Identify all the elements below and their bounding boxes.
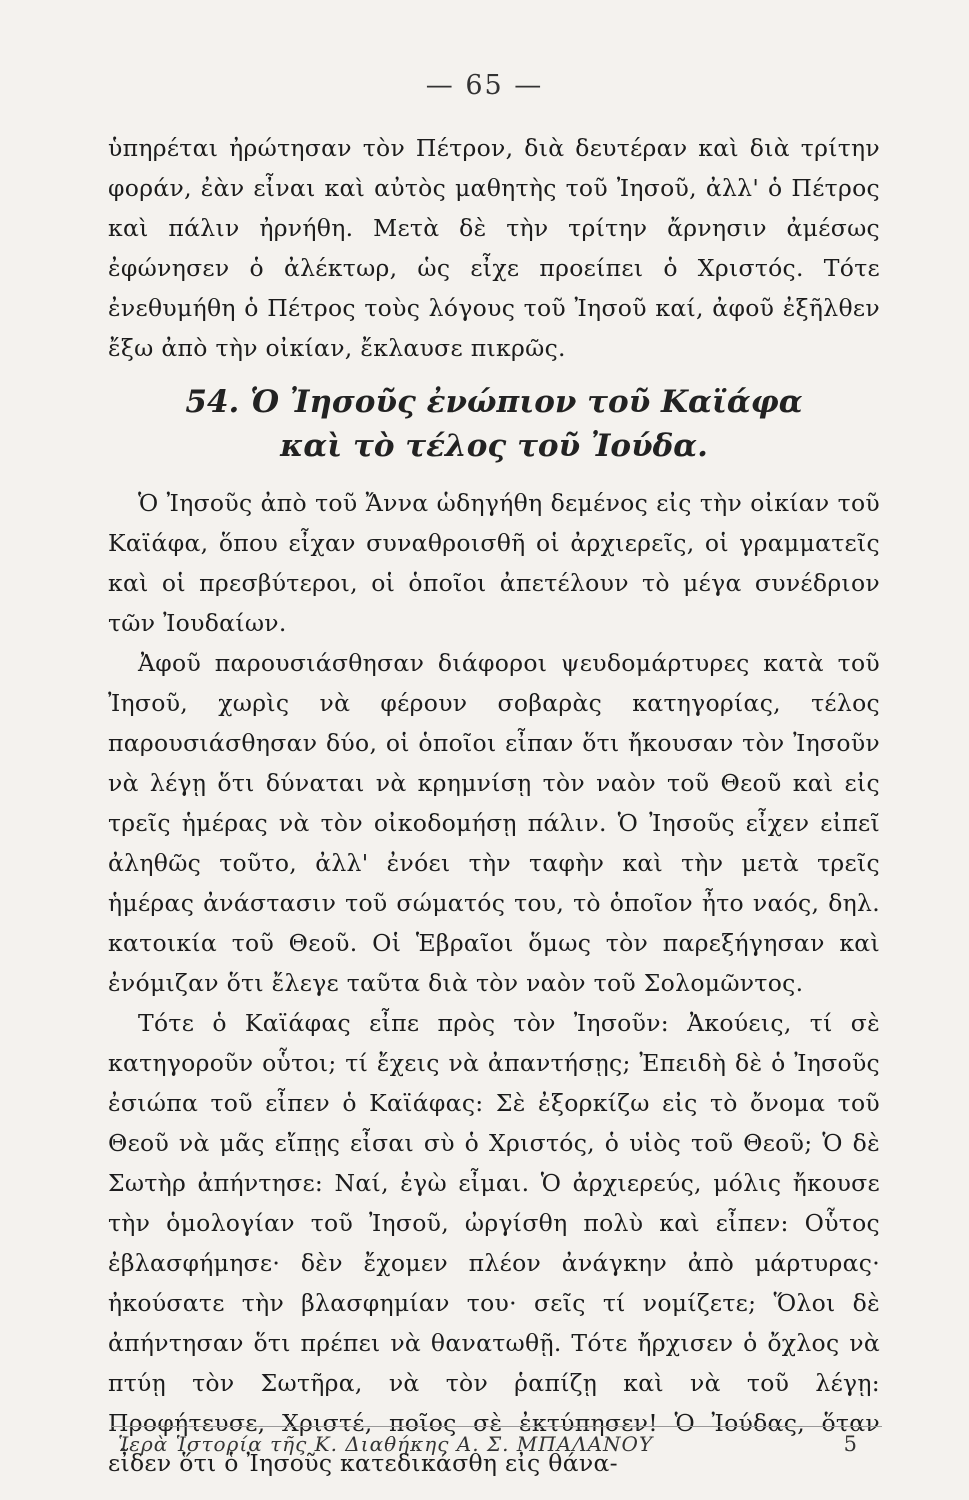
footer-signature xyxy=(118,1432,858,1456)
section-heading xyxy=(108,380,880,468)
section-heading-line-1: 54. Ὁ Ἰησοῦς ἐνώπιον τοῦ Καϊάφα xyxy=(185,384,803,420)
paragraph-peter-denial: ὑπηρέται ἠρώτησαν τὸν Πέτρον, διὰ δευτέραν καὶ διὰ τρίτην φοράν, ἐὰν εἶναι καὶ αὐτὸς μαθητὴς τοῦ Ἰησοῦ, ἀλλ' ὁ Πέτρος καὶ πάλιν ἠρνήθη. Μετὰ δὲ τὴν τρίτην ἄρνησιν ἀμέσως ἐφώνησεν ὁ ἀλέκτωρ, ὡς εἶχε προείπει ὁ Χριστός. Τότε ἐνεθυμήθη ὁ Πέτρος τοὺς λόγους τοῦ Ἰησοῦ καί, ἀφοῦ ἐξῆλθεν ἔξω ἀπὸ τὴν οἰκίαν, ἔκλαυσε πικρῶς. xyxy=(108,134,880,362)
paragraph-caiaphas-house: Ὁ Ἰησοῦς ἀπὸ τοῦ Ἄννα ὡδηγήθη δεμένος εἰς τὴν οἰκίαν τοῦ Καϊάφα, ὅπου εἶχαν συναθροισθῆ οἱ ἀρχιερεῖς, οἱ γραμματεῖς καὶ οἱ πρεσβύτεροι, οἱ ὁποῖοι ἀπετέλουν τὸ μέγα συνέδριον τῶν Ἰουδαίων. xyxy=(108,489,880,637)
page-number: — 65 — xyxy=(425,70,544,101)
text-block-main xyxy=(108,483,880,1483)
paragraph-interrogation: Τότε ὁ Καϊάφας εἶπε πρὸς τὸν Ἰησοῦν: Ἀκούεις, τί σὲ κατηγοροῦν οὗτοι; τί ἔχεις νὰ ἀπαντήσῃς; Ἐπειδὴ δὲ ὁ Ἰησοῦς ἐσιώπα τοῦ εἶπεν ὁ Καϊάφας: Σὲ ἐξορκίζω εἰς τὸ ὄνομα τοῦ Θεοῦ νὰ μᾶς εἴπῃς εἶσαι σὺ ὁ Χριστός, ὁ υἱὸς τοῦ Θεοῦ; Ὁ δὲ Σωτὴρ ἀπήντησε: Ναί, ἐγὼ εἶμαι. Ὁ ἀρχιερεύς, μόλις ἤκουσε τὴν ὁμολογίαν τοῦ Ἰησοῦ, ὠργίσθη πολὺ καὶ εἶπεν: Οὗτος ἐβλασφήμησε· δὲν ἔχομεν πλέον ἀνάγκην ἀπὸ μάρτυρας· ἠκούσατε τὴν βλασφημίαν του· σεῖς τί νομίζετε; Ὅλοι δὲ ἀπήντησαν ὅτι πρέπει νὰ θανατωθῇ. Τότε ἤρχισεν ὁ ὄχλος νὰ πτύῃ τὸν Σωτῆρα, νὰ τὸν ῥαπίζῃ καὶ νὰ τοῦ λέγῃ: Προφήτευσε, Χριστέ, ποῖος σὲ ἐκτύπησεν! Ὁ Ἰούδας, ὅταν εἶδεν ὅτι ὁ Ἰησοῦς κατεδικάσθη εἰς θάνα- xyxy=(108,1009,880,1477)
section-heading-line-2: καὶ τὸ τέλος τοῦ Ἰούδα. xyxy=(280,428,708,464)
footer-title: Ἱερὰ Ἱστορία τῆς Κ. Διαθήκης Α. Σ. ΜΠΑΛΑΝΟΥ xyxy=(118,1432,654,1456)
text-block-top xyxy=(108,128,880,368)
footer-divider xyxy=(112,1426,882,1427)
paragraph-false-witnesses: Ἀφοῦ παρουσιάσθησαν διάφοροι ψευδομάρτυρες κατὰ τοῦ Ἰησοῦ, χωρὶς νὰ φέρουν σοβαρὰς κατηγορίας, τέλος παρουσιάσθησαν δύο, οἱ ὁποῖοι εἶπαν ὅτι ἤκουσαν τὸν Ἰησοῦν νὰ λέγῃ ὅτι δύναται νὰ κρημνίσῃ τὸν ναὸν τοῦ Θεοῦ καὶ εἰς τρεῖς ἡμέρας νὰ τὸν οἰκοδομήσῃ πάλιν. Ὁ Ἰησοῦς εἶχεν εἰπεῖ ἀληθῶς τοῦτο, ἀλλ' ἐνόει τὴν ταφὴν καὶ τὴν μετὰ τρεῖς ἡμέρας ἀνάστασιν τοῦ σώματός του, τὸ ὁποῖον ἦτο ναός, δηλ. κατοικία τοῦ Θεοῦ. Οἱ Ἑβραῖοι ὅμως τὸν παρεξήγησαν καὶ ἐνόμιζαν ὅτι ἔλεγε ταῦτα διὰ τὸν ναὸν τοῦ Σολομῶντος. xyxy=(108,649,880,997)
sheet-number: 5 xyxy=(843,1432,858,1456)
